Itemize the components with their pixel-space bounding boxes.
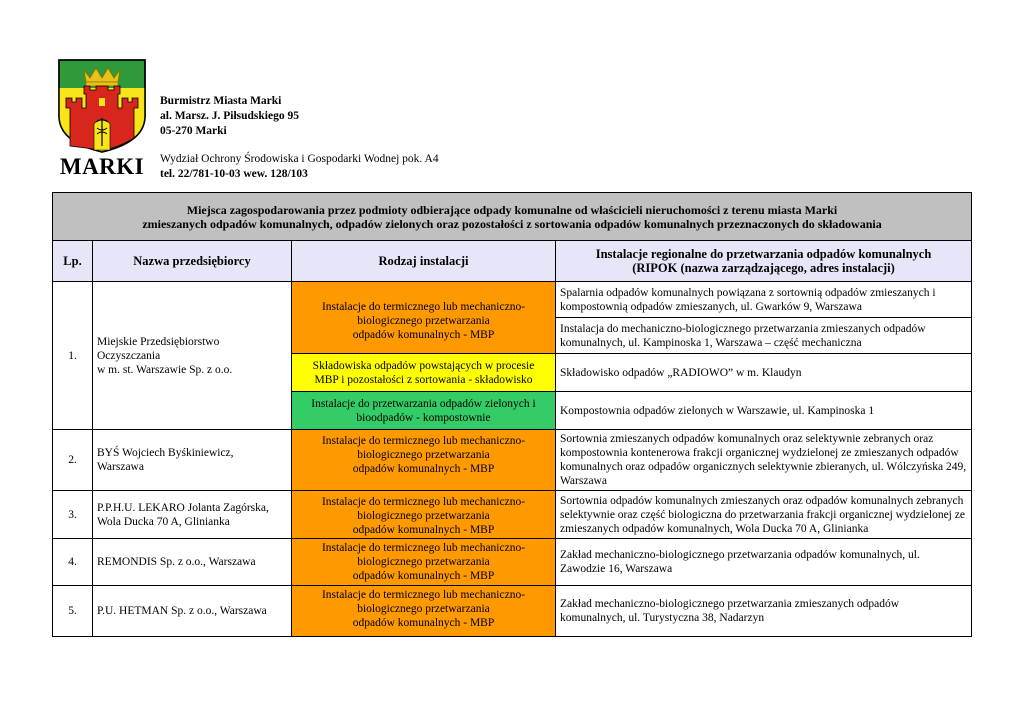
installation-type-compost: [292, 392, 556, 430]
company-name-line1: Miejskie Przedsiębiorstwo: [97, 335, 220, 348]
column-header-ripok: [556, 241, 972, 282]
table-row: [53, 430, 972, 491]
company-name-line2: Oczyszczania: [97, 349, 161, 362]
row-number: 2.: [53, 430, 93, 491]
mbp-line1: Instalacje do termicznego lub mechaniczno-: [321, 496, 526, 508]
installation-type-mbp: [292, 586, 556, 637]
table-row: [53, 539, 972, 586]
column-header-type: Rodzaj instalacji: [292, 241, 556, 282]
ripok-installation: Zakład mechaniczno-biologicznego przetwarzania odpadów komunalnych, ul. Zawodzie 16, Warszawa: [556, 539, 972, 586]
coat-of-arms-icon: [56, 58, 148, 154]
landfill-line1: Składowiska odpadów powstających w procesie: [312, 359, 535, 372]
table-title: [53, 193, 972, 241]
table-header-row: [53, 241, 972, 282]
installation-type-mbp: [292, 491, 556, 539]
row-number: 1.: [53, 282, 93, 430]
company-name-line2: Wola Ducka 70 A, Glinianka: [97, 515, 230, 528]
table-title-row: [53, 193, 972, 241]
installation-type-mbp: [292, 539, 556, 586]
mbp-line1: Instalacje do termicznego lub mechaniczno-: [321, 589, 526, 601]
mbp-line1: Instalacje do termicznego lub mechaniczno-: [321, 542, 526, 554]
ripok-installation: Spalarnia odpadów komunalnych powiązana z sortownią odpadów zmieszanych i kompostownią odpadów zmieszanych, ul. Gwarków 9, Warszawa: [556, 282, 972, 318]
column-header-ripok-line1: Instalacje regionalne do przetwarzania odpadów komunalnych: [595, 247, 932, 261]
company-name: [93, 430, 292, 491]
mbp-line3: odpadów komunalnych - MBP: [352, 570, 495, 582]
mbp-line2: biologicznego przetwarzania: [357, 556, 490, 568]
company-name-line1: P.P.H.U. LEKARO Jolanta Zagórska,: [97, 501, 269, 514]
mbp-line1: Instalacje do termicznego lub mechaniczno-: [321, 301, 526, 313]
ripok-installation: Instalacja do mechaniczno-biologicznego przetwarzania zmieszanych odpadów komunalnych, ul. Kampinoska 1, Warszawa – część mechaniczna: [556, 318, 972, 354]
phone-number: tel. 22/781-10-03 wew. 128/103: [160, 168, 308, 180]
company-name-line3: w m. st. Warszawie Sp. z o.o.: [97, 363, 233, 376]
waste-installations-table: [52, 192, 972, 637]
ripok-installation: Sortownia odpadów komunalnych zmieszanych oraz odpadów komunalnych zebranych selektywnie oraz część biologiczna do przetwarzania frakcji organicznej wydzielonej ze zmieszanych odpadów komunalnych, Wola Ducka 70 A, Glinianka: [556, 491, 972, 539]
company-name-line1: BYŚ Wojciech Byśkiniewicz,: [97, 447, 234, 459]
company-name: REMONDIS Sp. z o.o., Warszawa: [93, 539, 292, 586]
company-name: [93, 491, 292, 539]
mbp-line2: biologicznego przetwarzania: [357, 603, 490, 615]
ripok-installation: Kompostownia odpadów zielonych w Warszawie, ul. Kampinoska 1: [556, 392, 972, 430]
row-number: 4.: [53, 539, 93, 586]
ripok-installation: Sortownia zmieszanych odpadów komunalnych oraz selektywnie zebranych oraz kompostownia kontenerowa frakcji organicznej wydzielonej ze zmieszanych odpadów komunalnych oraz odpadów organicznych selektywnie zbieranych, ul. Wólczyńska 249, Warszawa: [556, 430, 972, 491]
ripok-installation: Składowisko odpadów „RADIOWO” w m. Klaudyn: [556, 354, 972, 392]
compost-line2: bioodpadów - kompostownie: [356, 411, 491, 424]
mbp-line1: Instalacje do termicznego lub mechaniczno-: [321, 435, 526, 447]
address-street: al. Marsz. J. Piłsudskiego 95: [160, 110, 299, 122]
company-name: [93, 282, 292, 430]
mayor-title: Burmistrz Miasta Marki: [160, 95, 282, 107]
column-header-lp: Lp.: [53, 241, 93, 282]
marki-coat-of-arms: [56, 58, 148, 180]
address-postal: 05-270 Marki: [160, 125, 227, 137]
mbp-line2: biologicznego przetwarzania: [357, 315, 490, 327]
mbp-line3: odpadów komunalnych - MBP: [352, 617, 495, 629]
column-header-ripok-line2: (RIPOK (nazwa zarządzającego, adres instalacji): [632, 261, 895, 275]
company-name: P.U. HETMAN Sp. z o.o., Warszawa: [93, 586, 292, 637]
office-address-block: [160, 94, 439, 182]
installation-type-mbp: [292, 282, 556, 354]
mbp-line3: odpadów komunalnych - MBP: [352, 329, 495, 341]
compost-line1: Instalacje do przetwarzania odpadów zielonych i: [311, 397, 536, 410]
ripok-installation: Zakład mechaniczno-biologicznego przetwarzania zmieszanych odpadów komunalnych, ul. Turystyczna 38, Nadarzyn: [556, 586, 972, 637]
logo-wordmark: MARKI: [59, 154, 145, 179]
table-title-line2: zmieszanych odpadów komunalnych, odpadów zielonych oraz pozostałości z sortowania odpadów komunalnych przeznaczonych do składowania: [142, 216, 882, 231]
table-row: [53, 282, 972, 318]
installation-type-landfill: [292, 354, 556, 392]
mbp-line3: odpadów komunalnych - MBP: [352, 463, 495, 475]
department-name: Wydział Ochrony Środowiska i Gospodarki Wodnej pok. A4: [160, 153, 439, 165]
mbp-line3: odpadów komunalnych - MBP: [352, 524, 495, 536]
row-number: 5.: [53, 586, 93, 637]
landfill-line2: MBP i pozostałości z sortowania - składowisko: [314, 373, 533, 386]
row-number: 3.: [53, 491, 93, 539]
company-name-line2: Warszawa: [97, 461, 144, 473]
table-row: [53, 586, 972, 637]
table-row: [53, 491, 972, 539]
column-header-company: Nazwa przedsiębiorcy: [93, 241, 292, 282]
table-title-line1: Miejsca zagospodarowania przez podmioty odbierające odpady komunalne od właścicieli nieruchomości z terenu miasta Marki: [186, 202, 838, 217]
mbp-line2: biologicznego przetwarzania: [357, 449, 490, 461]
mbp-line2: biologicznego przetwarzania: [357, 510, 490, 522]
installation-type-mbp: [292, 430, 556, 491]
